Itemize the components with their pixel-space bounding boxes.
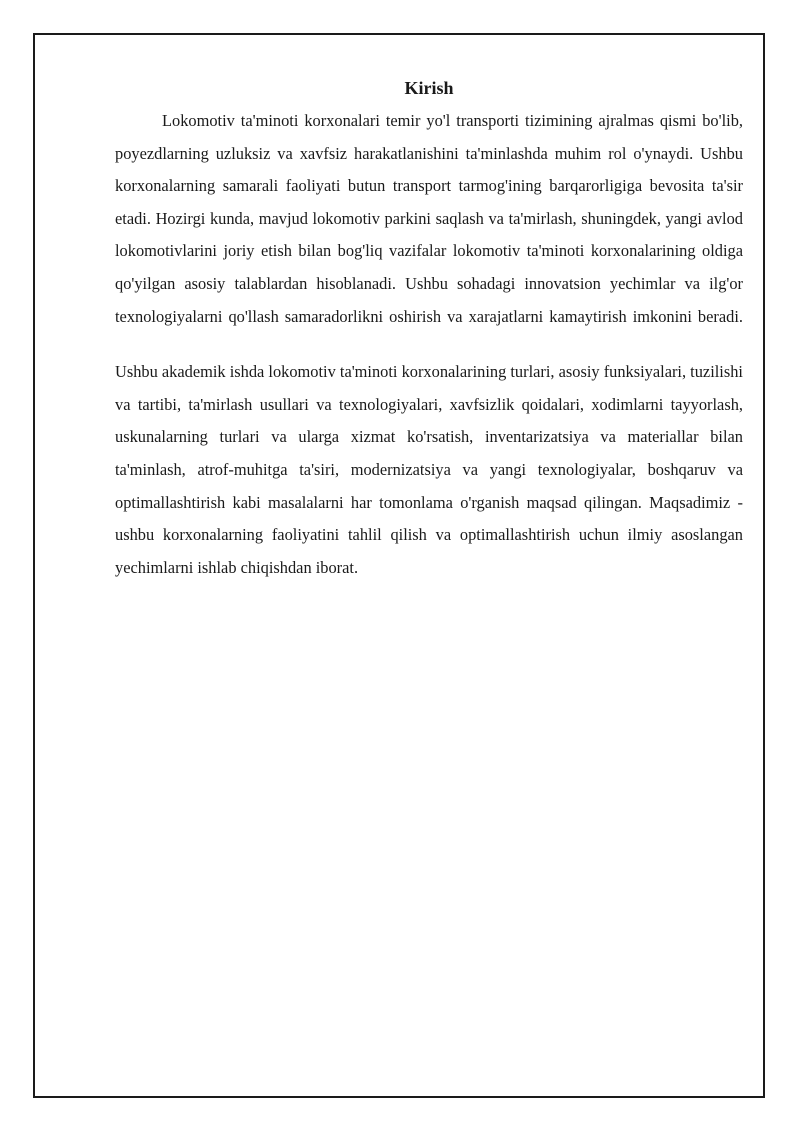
document-title: Kirish: [404, 78, 454, 98]
paragraph-introduction: Lokomotiv ta'minoti korxonalari temir yo'l transporti tizimining ajralmas qismi bo'lib, poyezdlarning uzluksiz va xavfsiz harakatlanishini ta'minlashda muhim rol o'ynaydi. Ushbu korxonalarning samarali faoliyati butun transport tarmog'ining barqarorligiga bevosita ta'sir etadi. Hozirgi kunda, mavjud lokomotiv parkini saqlash va ta'mirlash, shuningdek, yangi avlod lokomotivlarini joriy etish bilan bog'liq vazifalar lokomotiv ta'minoti korxonalarining oldiga qo'yilgan asosiy talablardan hisoblanadi. Ushbu sohadagi innovatsion yechimlar va ilg'or texnologiyalarni qo'llash samaradorlikni oshirish va xarajatlarni kamaytirish imkonini beradi.: [115, 111, 743, 326]
paragraph-objectives: Ushbu akademik ishda lokomotiv ta'minoti korxonalarining turlari, asosiy funksiyalari, tuzilishi va tartibi, ta'mirlash usullari va texnologiyalari, xavfsizlik qoidalari, xodimlarni tayyorlash, uskunalarning turlari va ularga xizmat ko'rsatish, inventarizatsiya va materiallar bilan ta'minlash, atrof-muhitga ta'siri, modernizatsiya va yangi texnologiyalar, boshqaruv va optimallashtirish kabi masalalarni har tomonlama o'rganish maqsad qilingan. Maqsadimiz - ushbu korxonalarning faoliyatini tahlil qilish va optimallashtirish uchun ilmiy asoslangan yechimlarni ishlab chiqishdan iborat.: [115, 362, 743, 577]
document-body: [115, 75, 743, 584]
